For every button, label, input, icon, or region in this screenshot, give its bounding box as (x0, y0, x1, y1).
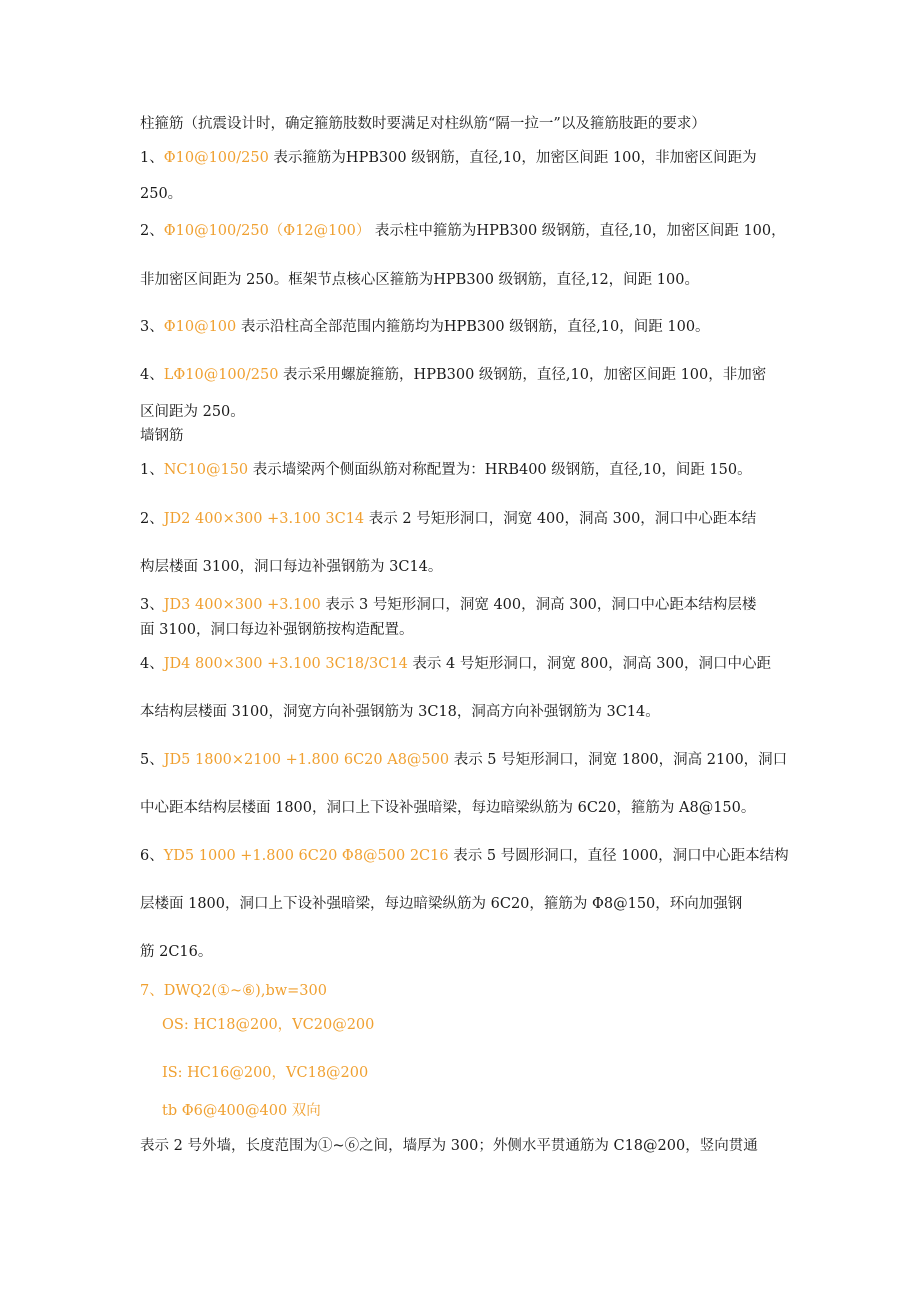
rebar-code: NC10@150 (163, 462, 249, 478)
item-number: 3、 (140, 319, 164, 335)
rebar-code: JD4 800×300 +3.100 3C18/3C14 (163, 656, 408, 672)
item-number: 5、 (140, 752, 164, 768)
column-item-1 (140, 148, 757, 168)
item-text: 表示采用螺旋箍筋，HPB300 级钢筋，直径,10，加密区间距 100，非加密 (278, 367, 767, 383)
rebar-code: Φ10@100/250（Φ12@100） (163, 223, 371, 239)
rebar-code: LΦ10@100/250 (163, 367, 279, 383)
wall-item-3 (140, 595, 756, 615)
item-text: 表示柱中箍筋为HPB300 级钢筋，直径,10，加密区间距 100， (370, 223, 786, 239)
rebar-code: Φ10@100 (163, 319, 237, 335)
item-text: 表示 3 号矩形洞口，洞宽 400，洞高 300，洞口中心距本结构层楼 (320, 597, 757, 613)
wall-rebar-heading: 墙钢筋 (140, 428, 184, 444)
column-item-2-cont: 非加密区间距为 250。框架节点核心区箍筋为HPB300 级钢筋，直径,12，间距 100。 (140, 272, 699, 288)
wall-item-2-cont: 构层楼面 3100，洞口每边补强钢筋为 3C14。 (140, 559, 443, 575)
wall-item-4-cont: 本结构层楼面 3100，洞宽方向补强钢筋为 3C18，洞高方向补强钢筋为 3C14。 (140, 704, 660, 720)
item-text: 表示 5 号圆形洞口，直径 1000，洞口中心距本结构 (448, 848, 789, 864)
wall-item-7-desc: 表示 2 号外墙，长度范围为①~⑥之间，墙厚为 300；外侧水平贯通筋为 C18@200，竖向贯通 (140, 1138, 758, 1154)
rebar-code: JD5 1800×2100 +1.800 6C20 A8@500 (163, 752, 450, 768)
item-number: 4、 (140, 656, 164, 672)
wall-item-2 (140, 509, 756, 529)
wall-item-3-cont: 面 3100，洞口每边补强钢筋按构造配置。 (140, 622, 414, 638)
wall-item-1 (140, 460, 752, 480)
wall-item-4 (140, 654, 771, 674)
rebar-code: Φ10@100/250 (163, 150, 269, 166)
rebar-code: YD5 1000 +1.800 6C20 Φ8@500 2C16 (163, 848, 449, 864)
column-stirrup-heading: 柱箍筋（抗震设计时，确定箍筋肢数时要满足对柱纵筋“隔一拉一”以及箍筋肢距的要求） (140, 116, 706, 132)
rebar-code: JD2 400×300 +3.100 3C14 (163, 511, 365, 527)
item-number: 3、 (140, 597, 164, 613)
wall-item-7-is: IS: HC16@200，VC18@200 (162, 1065, 369, 1081)
column-item-2 (140, 221, 786, 241)
item-text: 表示墙梁两个侧面纵筋对称配置为：HRB400 级钢筋，直径,10，间距 150。 (248, 462, 752, 478)
column-item-4 (140, 365, 766, 385)
wall-item-6-cont2: 筋 2C16。 (140, 944, 213, 960)
item-number: 2、 (140, 223, 164, 239)
item-text: 表示 2 号矩形洞口，洞宽 400，洞高 300，洞口中心距本结 (364, 511, 757, 527)
item-number: 1、 (140, 462, 164, 478)
column-item-1-cont: 250。 (140, 186, 183, 202)
item-number: 6、 (140, 848, 164, 864)
column-item-3 (140, 317, 710, 337)
wall-item-7-os: OS: HC18@200，VC20@200 (162, 1017, 375, 1033)
item-text: 表示 5 号矩形洞口，洞宽 1800，洞高 2100，洞口 (449, 752, 788, 768)
item-text: 表示箍筋为HPB300 级钢筋，直径,10，加密区间距 100，非加密区间距为 (268, 150, 757, 166)
item-text: 表示 4 号矩形洞口，洞宽 800，洞高 300，洞口中心距 (407, 656, 771, 672)
wall-item-7-tb: tb Φ6@400@400 双向 (162, 1103, 321, 1119)
item-number: 1、 (140, 150, 164, 166)
item-number: 2、 (140, 511, 164, 527)
wall-item-5 (140, 750, 787, 770)
wall-item-6-cont: 层楼面 1800，洞口上下设补强暗梁，每边暗梁纵筋为 6C20，箍筋为 Φ8@150，环向加强钢 (140, 896, 743, 912)
wall-item-6 (140, 846, 789, 866)
rebar-code: JD3 400×300 +3.100 (163, 597, 321, 613)
item-text: 表示沿柱高全部范围内箍筋均为HPB300 级钢筋，直径,10，间距 100。 (236, 319, 710, 335)
item-number: 4、 (140, 367, 164, 383)
wall-item-7-title: 7、DWQ2(①~⑥),bw=300 (140, 983, 327, 999)
wall-item-5-cont: 中心距本结构层楼面 1800，洞口上下设补强暗梁，每边暗梁纵筋为 6C20，箍筋为 A8@150。 (140, 800, 756, 816)
column-item-4-cont: 区间距为 250。 (140, 404, 245, 420)
